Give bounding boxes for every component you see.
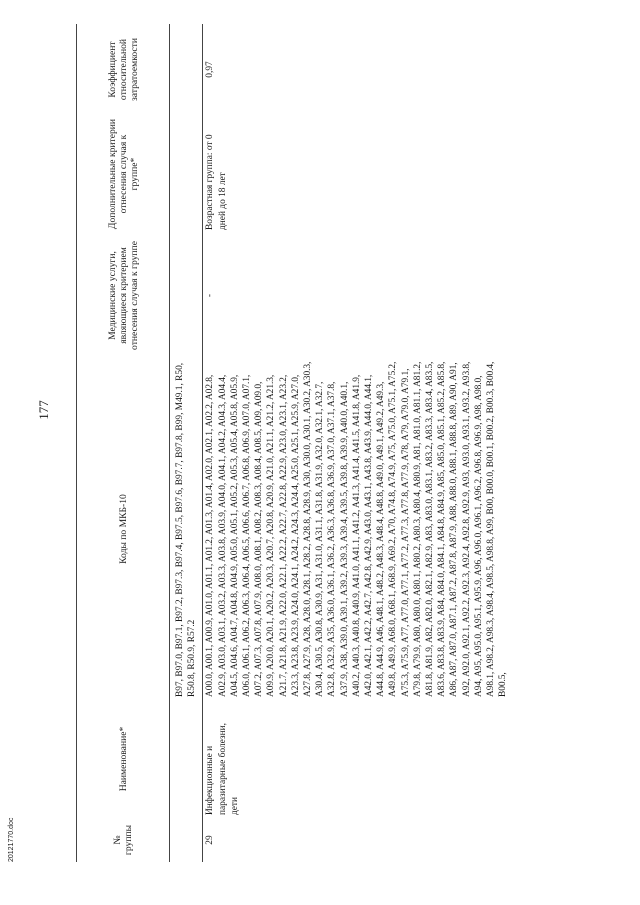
header-additional-criteria: Дополнительные критерии отнесения случая к группе* bbox=[77, 115, 170, 233]
medical-services-cell: - bbox=[203, 233, 511, 358]
header-cost-coefficient: Коэффициент относительной затратоемкости bbox=[77, 24, 170, 115]
header-icd-codes: Коды по МКБ-10 bbox=[77, 358, 170, 700]
cost-coefficient-cell: 0,97 bbox=[203, 24, 511, 115]
header-medical-services: Медицинские услуги, являющиеся критерием отнесения случая к группе bbox=[77, 233, 170, 358]
group-name-cell: Инфекционные и паразитарные болезни, дети bbox=[203, 700, 511, 818]
group-number-cell: 29 bbox=[203, 818, 511, 862]
icd-codes-cell: A00.0, A00.1, A00.9, A01.0, A01.1, A01.2, A01.3, A01.4, A02.0, A02.1, A02.2, A02.8, A02.9, A03.0, A03.1, A03.2, A03.3, A03.8, A03.9, A04.0, A04.1, A04.2, A04.3, A04.4, A04.5, A04.6, A04.7, A04.8, A04.9, A05.0, A05.1, A05.2, A05.3, A05.4, A05.8, A05.9, A06.0, A06.1, A06.2, A06.3, A06.4, A06.5, A06.6, A06.7, A06.8, A06.9, A07.0, A07.1, A07.2, A07.3, A07.8, A07.9, A08.0, A08.1, A08.2, A08.3, A08.4, A08.5, A09, A09.0, A09.9, A20.0, A20.1, A20.2, A20.3, A20.7, A20.8, A20.9, A21.0, A21.1, A21.2, A21.3, A21.7, A21.8, A21.9, A22.0, A22.1, A22.2, A22.7, A22.8, A22.9, A23.0, A23.1, A23.2, A23.3, A23.8, A23.9, A24.0, A24.1, A24.2, A24.3, A24.4, A25.0, A25.1, A25.9, A27.0, A27.8, A27.9, A28, A28.0, A28.1, A28.2, A28.8, A28.9, A30, A30.0, A30.1, A30.2, A30.3, A30.4, A30.5, A30.8, A30.9, A31, A31.0, A31.1, A31.8, A31.9, A32.0, A32.1, A32.7, A32.8, A32.9, A35, A36.0, A36.1, A36.2, A36.3, A36.8, A36.9, A37.0, A37.1, A37.8, A37.9, A38, A39.0, A39.1, A39.2, A39.3, A39.4, A39.5, A39.8, A39.9, A40.0, A40.1, A40.2, A40.3, A40.8, A40.9, A41.0, A41.1, A41.2, A41.3, A41.4, A41.5, A41.8, A41.9, A42.0, A42.1, A42.2, A42.7, A42.8, A42.9, A43.0, A43.1, A43.8, A43.9, A44.0, A44.1, A44.8, A44.9, A46, A48.1, A48.2, A48.3, A48.4, A48.8, A49.0, A49.1, A49.2, A49.3, A49.8, A49.9, A68.0, A68.1, A68.9, A69.2, A70, A74.8, A74.9, A75, A75.0, A75.1, A75.2, A75.3, A75.9, A77, A77.0, A77.1, A77.2, A77.3, A77.8, A77.9, A78, A79, A79.0, A79.1, A79.8, A79.9, A80, A80.0, A80.1, A80.2, A80.3, A80.4, A80.9, A81, A81.0, A81.1, A81.2, A81.8, A81.9, A82, A82.0, A82.1, A82.9, A83, A83.0, A83.1, A83.2, A83.3, A83.4, A83.5, A83.6, A83.8, A83.9, A84, A84.0, A84.1, A84.8, A84.9, A85, A85.0, A85.1, A85.2, A85.8, A86, A87, A87.0, A87.1, A87.2, A87.8, A87.9, A88, A88.0, A88.1, A88.8, A89, A90, A91, A92, A92.0, A92.1, A92.2, A92.3, A92.4, A92.8, A92.9, A93, A93.0, A93.1, A93.2, A93.8, A94, A95, A95.0, A95.1, A95.9, A96, A96.0, A96.1, A96.2, A96.8, A96.9, A98, A98.0, A98.1, A98.2, A98.3, A98.4, A98.5, A98.8, A99, B00, B00.0, B00.1, B00.2, B00.3, B00.4, B00.5, bbox=[203, 358, 511, 700]
table-row bbox=[203, 24, 511, 862]
page-number: 177 bbox=[36, 400, 51, 420]
prev-row-codes: B97, B97.0, B97.1, B97.2, B97.3, B97.4, B97.5, B97.6, B97.7, B97.8, B99, M49.1, R50, R50.8, R50.9, R57.2 bbox=[175, 362, 198, 697]
rotated-table-container bbox=[76, 24, 596, 862]
document-file-code: 20121770.doc bbox=[8, 817, 15, 862]
header-group-number: № группы bbox=[77, 818, 170, 862]
drg-table bbox=[76, 24, 510, 862]
table-row-continuation bbox=[170, 24, 203, 862]
table-header-row bbox=[77, 24, 170, 862]
header-name: Наименование* bbox=[77, 700, 170, 818]
additional-criteria-cell: Возрастная группа: от 0 дней до 18 лет bbox=[203, 115, 511, 233]
